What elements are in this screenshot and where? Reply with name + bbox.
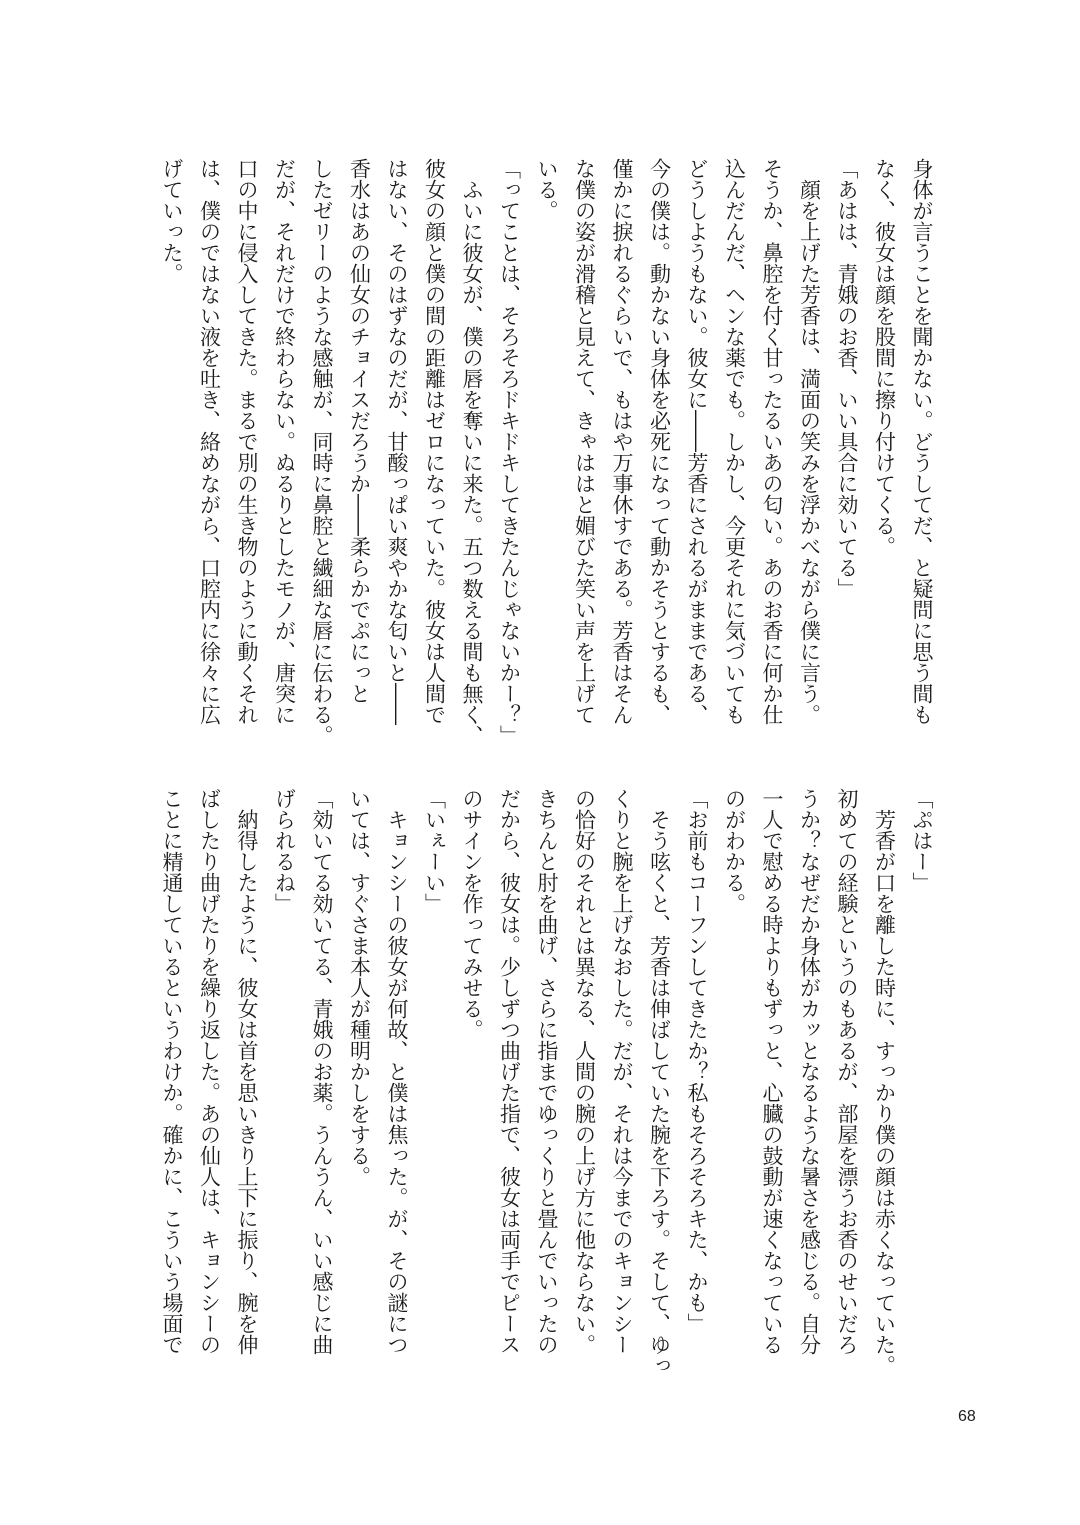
text-line: ふいに彼女が、僕の唇を奪いに来た。五つ数える間も無く、 xyxy=(460,158,484,746)
text-line: ことに精通しているというわけか。確かに、こういう場面で xyxy=(160,788,184,1355)
text-block-bottom xyxy=(150,788,940,1398)
text-line: ばしたり曲げたりを繰り返した。あの仙人は、キョンシーの xyxy=(197,788,222,1355)
text-line: 「お前もコーフンしてきたか？私もそろそろキた、かも」 xyxy=(685,788,709,1334)
text-line: 今の僕は。動かない身体を必死になって動かそうとするも、 xyxy=(647,158,672,725)
text-line: げていった。 xyxy=(160,158,184,284)
text-line: キョンシーの彼女が何故、と僕は焦った。が、その謎につ xyxy=(385,788,409,1355)
text-line: 「いぇーい」 xyxy=(422,788,447,914)
text-line: 僅かに捩れるぐらいで、もはや万事休すである。芳香はそん xyxy=(610,158,634,725)
text-line: げられるね」 xyxy=(272,788,297,914)
text-line: 「効いてる効いてる、青娥のお薬。うんうん、いい感じに曲 xyxy=(310,788,334,1355)
text-line: 納得したように、彼女は首を思いきり上下に振り、腕を伸 xyxy=(235,788,259,1355)
text-block-top xyxy=(150,158,940,768)
text-line: 「あはは、青娥のお香、いい具合に効いてる」 xyxy=(835,158,859,599)
text-line: そう呟くと、芳香は伸ばしていた腕を下ろす。そして、ゆっ xyxy=(647,788,672,1376)
text-line: のがわかる。 xyxy=(722,788,747,914)
text-line: は、僕のではない液を吐き、絡めながら、口腔内に徐々に広 xyxy=(197,158,222,725)
text-line: いる。 xyxy=(535,158,559,221)
text-line: 初めての経験というのもあるが、部屋を漂うお香のせいだろ xyxy=(835,788,859,1355)
text-line: 込んだんだ、ヘンな薬でも。しかし、今更それに気づいても xyxy=(722,158,747,725)
text-line: 芳香が口を離した時に、すっかり僕の顔は赤くなっていた。 xyxy=(872,788,897,1376)
text-line: いては、すぐさま本人が種明かしをする。 xyxy=(347,788,372,1187)
page-number: 68 xyxy=(958,1408,976,1425)
text-line: 一人で慰める時よりもずっと、心臓の鼓動が速くなっている xyxy=(760,788,784,1355)
text-line: 彼女の顔と僕の間の距離はゼロになっていた。彼女は人間で xyxy=(422,158,447,725)
text-line: はない、そのはずなのだが、甘酸っぱい爽やかな匂いと―― xyxy=(385,158,409,725)
text-line: だが、それだけで終わらない。ぬるりとしたモノが、唐突に xyxy=(272,158,297,725)
text-line: うか？なぜだか身体がカッとなるような暑さを感じる。自分 xyxy=(797,788,822,1355)
text-line: 「ってことは、そろそろドキドキしてきたんじゃないかー？」 xyxy=(497,158,522,746)
text-line: くりと腕を上げなおした。だが、それは今までのキョンシー xyxy=(610,788,634,1355)
text-line: 「ぷはー」 xyxy=(910,788,934,893)
text-line: な僕の姿が滑稽と見えて、きゃははと媚びた笑い声を上げて xyxy=(572,158,597,725)
text-line: 顔を上げた芳香は、満面の笑みを浮かべながら僕に言う。 xyxy=(797,158,822,725)
text-line: したゼリーのような感触が、同時に鼻腔と繊細な唇に伝わる。 xyxy=(310,158,334,746)
text-line: どうしようもない。彼女に――芳香にされるがままである、 xyxy=(685,158,709,725)
text-line: なく、彼女は顔を股間に擦り付けてくる。 xyxy=(872,158,897,557)
text-line: 身体が言うことを聞かない。どうしてだ、と疑問に思う間も xyxy=(910,158,934,725)
text-line: の恰好のそれとは異なる、人間の腕の上げ方に他ならない。 xyxy=(572,788,597,1355)
text-line: だから、彼女は。少しずつ曲げた指で、彼女は両手でピース xyxy=(497,788,522,1355)
text-line: 口の中に侵入してきた。まるで別の生き物のように動くそれ xyxy=(235,158,259,725)
text-line: のサインを作ってみせる。 xyxy=(460,788,484,1040)
text-line: 香水はあの仙女のチョイスだろうか――柔らかでぷにっと xyxy=(347,158,372,704)
text-line: きちんと肘を曲げ、さらに指までゆっくりと畳んでいったの xyxy=(535,788,559,1355)
text-line: そうか、鼻腔を付く甘ったるいあの匂い。あのお香に何か仕 xyxy=(760,158,784,725)
